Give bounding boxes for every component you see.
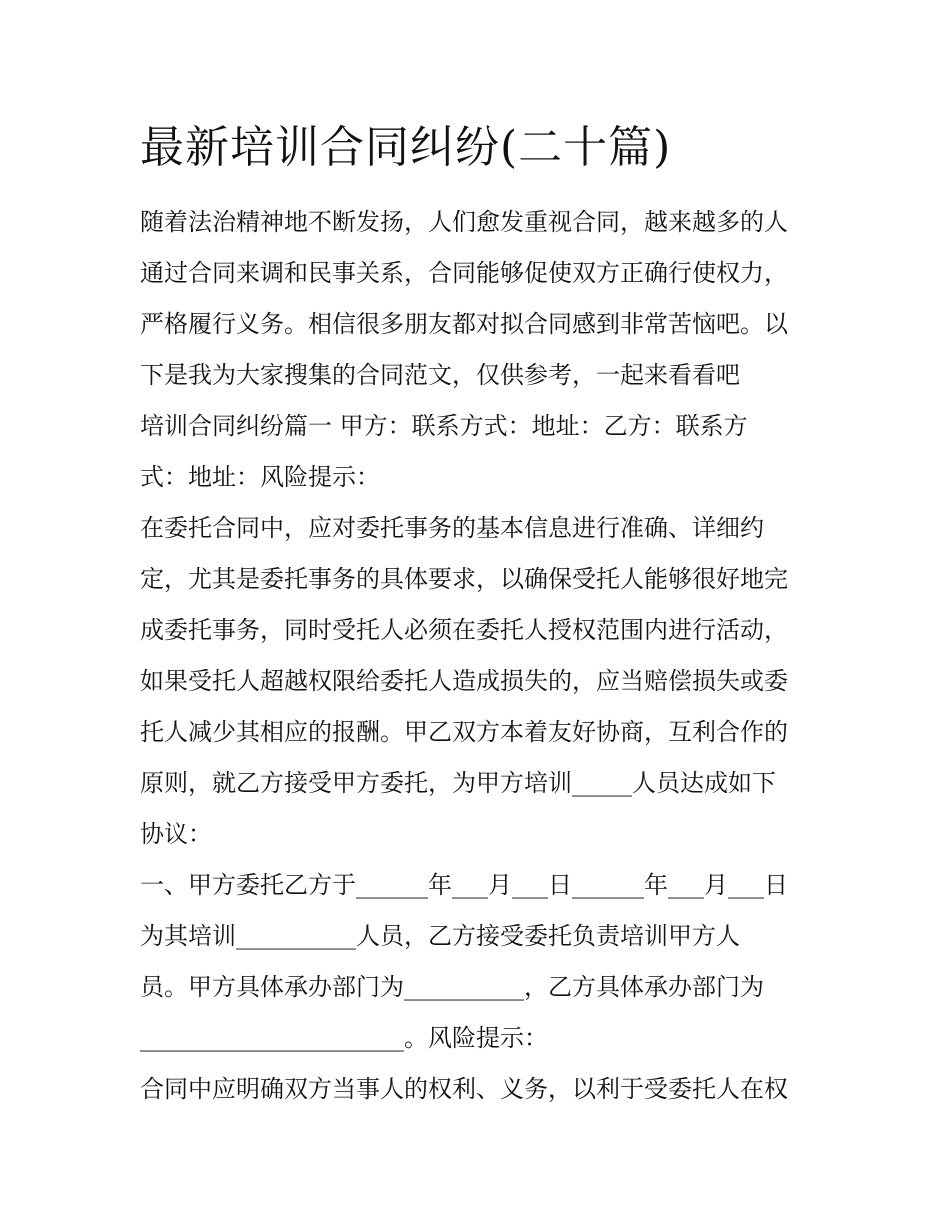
body-line: 员。甲方具体承办部门为__________，乙方具体承办部门为 (140, 973, 764, 1001)
body-line: 下是我为大家搜集的合同范文，仅供参考，一起来看看吧 (140, 361, 740, 389)
body-line: ______________________。风险提示： (140, 1024, 548, 1052)
body-line: 原则，就乙方接受甲方委托，为甲方培训_____人员达成如下 (140, 769, 776, 797)
body-line: 在委托合同中，应对委托事务的基本信息进行准确、详细约 (140, 514, 764, 542)
body-line: 严格履行义务。相信很多朋友都对拟合同感到非常苦恼吧。以 (140, 310, 788, 338)
body-line: 一、甲方委托乙方于______年___月___日______年___月___日 (140, 871, 788, 899)
body-line: 托人减少其相应的报酬。甲乙双方本着友好协商，互利合作的 (140, 718, 788, 746)
body-line: 培训合同纠纷篇一 甲方：联系方式：地址：乙方：联系方 (140, 412, 748, 440)
body-line: 协议： (140, 820, 212, 848)
body-line: 定，尤其是委托事务的具体要求，以确保受托人能够很好地完 (140, 565, 788, 593)
body-line: 如果受托人超越权限给委托人造成损失的，应当赔偿损失或委 (140, 667, 788, 695)
body-line: 为其培训__________人员，乙方接受委托负责培训甲方人 (140, 922, 740, 950)
body-line: 合同中应明确双方当事人的权利、义务，以利于受委托人在权 (140, 1075, 788, 1103)
body-line: 式：地址：风险提示： (140, 463, 380, 491)
body-line: 通过合同来调和民事关系，合同能够促使双方正确行使权力， (140, 259, 788, 287)
body-line: 成委托事务，同时受托人必须在委托人授权范围内进行活动， (140, 616, 788, 644)
body-line: 随着法治精神地不断发扬，人们愈发重视合同，越来越多的人 (140, 208, 788, 236)
document-title: 最新培训合同纠纷(二十篇) (140, 122, 672, 173)
